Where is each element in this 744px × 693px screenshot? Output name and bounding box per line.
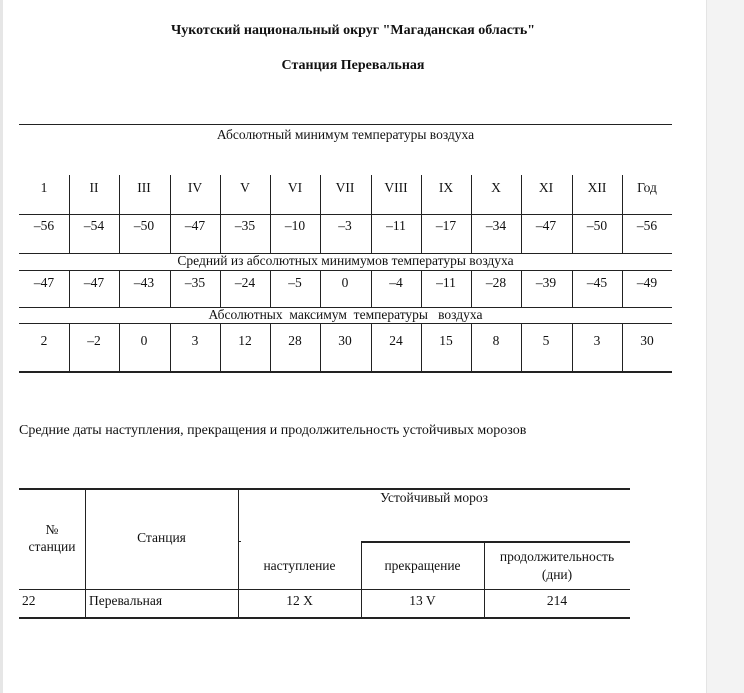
page-right-margin: [706, 0, 744, 693]
abs-min-value: –50: [133, 218, 155, 233]
abs-max-value: 0: [140, 333, 148, 348]
mean-abs-min-value: –5: [288, 275, 302, 290]
month-header: VII: [335, 180, 355, 195]
abs-min-value: –3: [338, 218, 352, 233]
row-duration: 214: [546, 593, 568, 608]
mean-abs-min-value: –47: [33, 275, 55, 290]
abs-max-value: 3: [191, 333, 199, 348]
header-duration: продолжительность: [499, 549, 615, 564]
month-header: X: [491, 180, 501, 195]
frost-caption: Средние даты наступления, прекращения и продолжительность устойчивых морозов: [19, 423, 527, 438]
abs-max-value: 3: [593, 333, 601, 348]
region-title: Чукотский национальный округ "Магаданская область": [170, 23, 536, 38]
table-line: [19, 371, 672, 373]
abs-min-value: –56: [636, 218, 658, 233]
row-no: 22: [22, 593, 36, 608]
abs-min-title: Абсолютный минимум температуры воздуха: [216, 127, 475, 142]
abs-max-value: 30: [338, 333, 352, 348]
month-header: XII: [587, 180, 607, 195]
page-left-edge: [0, 0, 3, 693]
mean-abs-min-value: 0: [341, 275, 349, 290]
abs-max-value: 15: [439, 333, 453, 348]
mean-abs-min-value: –43: [133, 275, 155, 290]
abs-min-value: –17: [435, 218, 457, 233]
mean-abs-min-value: –47: [83, 275, 105, 290]
table-line: [85, 489, 86, 618]
mean-abs-min-value: –35: [184, 275, 206, 290]
abs-min-value: –10: [284, 218, 306, 233]
mean-abs-min-value: –24: [234, 275, 256, 290]
mean-abs-min-value: –49: [636, 275, 658, 290]
month-header: XI: [538, 180, 554, 195]
header-duration-2: (дни): [541, 567, 573, 582]
abs-min-value: –56: [33, 218, 55, 233]
station-title: Станция Перевальная: [281, 58, 425, 73]
table-line: [19, 323, 672, 324]
abs-min-value: –35: [234, 218, 256, 233]
table-line: [19, 589, 630, 590]
header-end: прекращение: [384, 558, 461, 573]
month-header: VIII: [384, 180, 408, 195]
abs-max-value: 5: [542, 333, 550, 348]
mean-abs-min-value: –11: [436, 275, 456, 290]
abs-max-title: Абсолютных максимум температуры воздуха: [208, 307, 483, 322]
month-header: 1: [40, 180, 48, 195]
abs-min-value: –50: [586, 218, 608, 233]
mean-abs-min-value: –28: [485, 275, 507, 290]
abs-max-value: 12: [238, 333, 252, 348]
mean-abs-min-value: –4: [389, 275, 403, 290]
month-header: VI: [287, 180, 303, 195]
mean-abs-min-title: Средний из абсолютных минимумов температуры воздуха: [177, 253, 514, 268]
month-header: Год: [637, 180, 657, 195]
month-header: IX: [438, 180, 454, 195]
abs-max-value: 30: [640, 333, 654, 348]
header-no-2: станции: [28, 539, 76, 554]
row-end: 13 V: [409, 593, 436, 608]
table-line: [19, 617, 630, 619]
month-header: III: [137, 180, 151, 195]
month-header: V: [240, 180, 250, 195]
month-header: II: [89, 180, 99, 195]
abs-max-value: 8: [492, 333, 500, 348]
table-line: [361, 541, 630, 543]
abs-max-value: –2: [87, 333, 101, 348]
mean-abs-min-value: –45: [586, 275, 608, 290]
mean-abs-min-value: –39: [535, 275, 557, 290]
month-header: IV: [187, 180, 203, 195]
header-no: №: [45, 522, 59, 537]
table-line: [19, 214, 672, 215]
abs-min-value: –34: [485, 218, 507, 233]
abs-min-value: –47: [184, 218, 206, 233]
table-line: [19, 270, 672, 271]
table-line: [19, 124, 672, 125]
abs-max-value: 2: [40, 333, 48, 348]
abs-min-value: –11: [386, 218, 406, 233]
header-onset: наступление: [263, 558, 336, 573]
abs-min-value: –47: [535, 218, 557, 233]
row-station: Перевальная: [89, 593, 163, 608]
header-steady-frost: Устойчивый мороз: [380, 490, 488, 505]
row-onset: 12 X: [286, 593, 313, 608]
header-station: Станция: [137, 530, 186, 545]
abs-max-value: 28: [288, 333, 302, 348]
abs-max-value: 24: [389, 333, 403, 348]
abs-min-value: –54: [83, 218, 105, 233]
